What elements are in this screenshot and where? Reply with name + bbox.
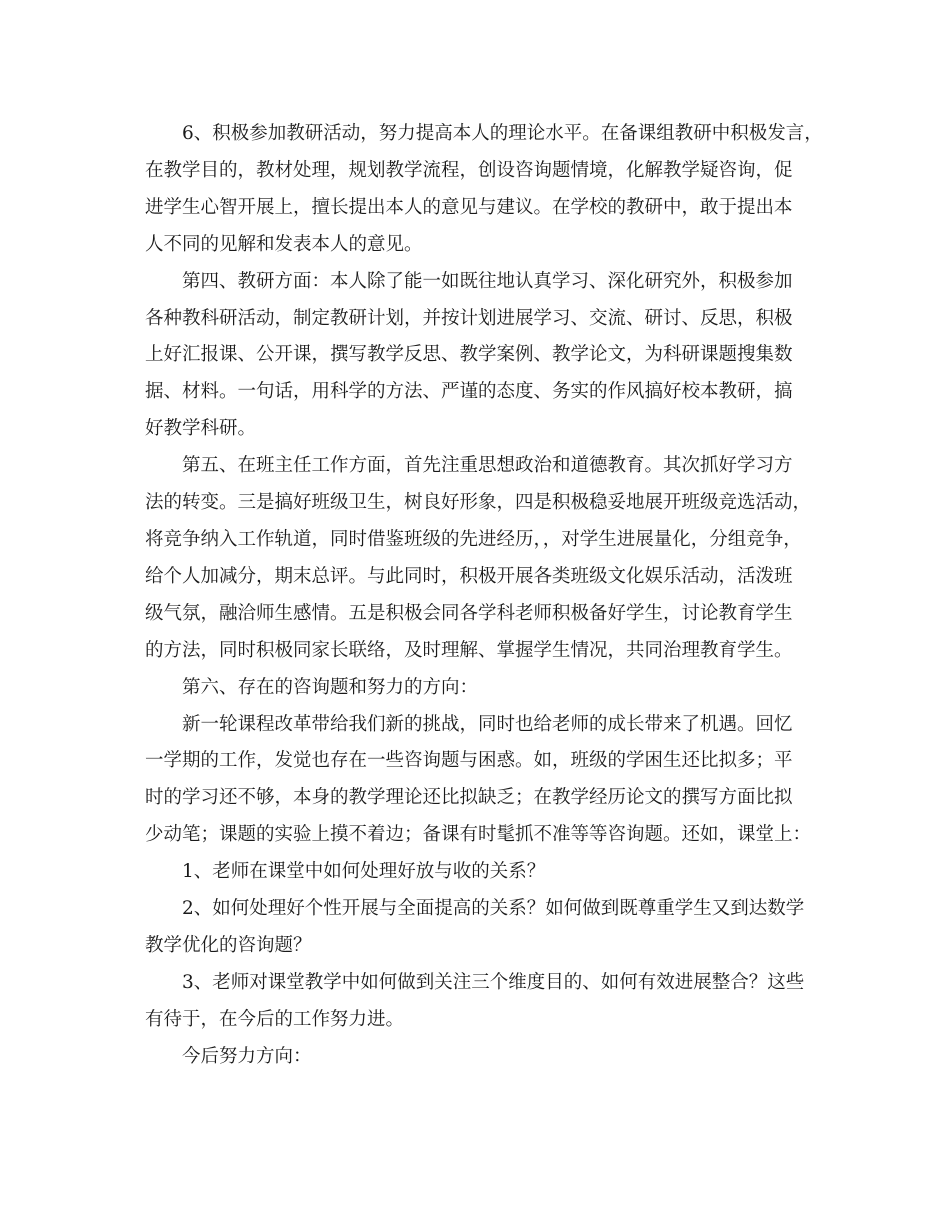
paragraph-teaching-research-participation [145, 116, 823, 264]
text-line: 新一轮课程改革带给我们新的挑战，同时也给老师的成长带来了机遇。回忆 [182, 713, 793, 735]
paragraph-challenges [145, 707, 815, 855]
paragraph-section-five [145, 448, 815, 669]
document-body [145, 116, 823, 1076]
text-line: 第六、存在的咨询题和努力的方向： [182, 676, 479, 698]
text-line: 3、老师对课堂教学中如何做到关注三个维度目的、如何有效进展整合？这些 [182, 971, 805, 993]
text-line: 时的学习还不够，本身的教学理论还比拟缺乏；在教学经历论文的撰写方面比拟 [145, 787, 793, 809]
text-line: 2、如何处理好个性开展与全面提高的关系？如何做到既尊重学生又到达数学 [182, 898, 805, 920]
text-line: 的方法，同时积极同家长联络，及时理解、掌握学生情况，共同治理教育学生。 [145, 639, 793, 661]
text-line: 第四、教研方面：本人除了能一如既往地认真学习、深化研究外，积极参加 [182, 270, 793, 292]
list-item-question-1 [145, 854, 815, 891]
text-line: 1、老师在课堂中如何处理好放与收的关系？ [182, 861, 546, 883]
heading-future-direction [145, 1039, 815, 1076]
text-line: 进学生心智开展上，擅长提出本人的意见与建议。在学校的教研中，敢于提出本 [145, 196, 793, 218]
list-item-question-2 [145, 891, 815, 965]
text-line: 上好汇报课、公开课，撰写教学反思、教学案例、教学论文，为科研课题搜集数 [145, 344, 793, 366]
paragraph-section-four [145, 264, 815, 449]
text-line: 给个人加减分，期末总评。与此同时，积极开展各类班级文化娱乐活动，活泼班 [145, 565, 793, 587]
text-line: 第五、在班主任工作方面，首先注重思想政治和道德教育。其次抓好学习方 [182, 455, 793, 477]
list-item-question-3 [145, 965, 815, 1039]
text-line: 在教学目的，教材处理，规划教学流程，创设咨询题情境，化解教学疑咨询，促 [145, 159, 793, 181]
text-line: 将竞争纳入工作轨道，同时借鉴班级的先进经历，，对学生进展量化，分组竞争， [145, 528, 802, 550]
text-line: 法的转变。三是搞好班级卫生，树良好形象，四是积极稳妥地展开班级竞选活动， [145, 492, 812, 514]
text-line: 教学优化的咨询题？ [145, 934, 312, 956]
text-line: 级气氛，融洽师生感情。五是积极会同各学科老师积极备好学生，讨论教育学生 [145, 602, 793, 624]
text-line: 人不同的见解和发表本人的意见。 [145, 233, 423, 255]
text-line: 少动笔；课题的实验上摸不着边；备课有时髦抓不准等等咨询题。还如，课堂上： [145, 824, 812, 846]
text-line: 各种教科研活动，制定教研计划，并按计划进展学习、交流、研讨、反思，积极 [145, 307, 793, 329]
heading-section-six [145, 670, 815, 707]
text-line: 一学期的工作，发觉也存在一些咨询题与困惑。如，班级的学困生还比拟多；平 [145, 750, 793, 772]
text-line: 6、积极参加教研活动，努力提高本人的理论水平。在备课组教研中积极发言， [182, 123, 823, 144]
text-line: 有待于，在今后的工作努力进。 [145, 1008, 405, 1030]
text-line: 今后努力方向： [182, 1045, 312, 1067]
text-line: 好教学科研。 [145, 418, 257, 440]
text-line: 据、材料。一句话，用科学的方法、严谨的态度、务实的作风搞好校本教研，搞 [145, 381, 793, 403]
